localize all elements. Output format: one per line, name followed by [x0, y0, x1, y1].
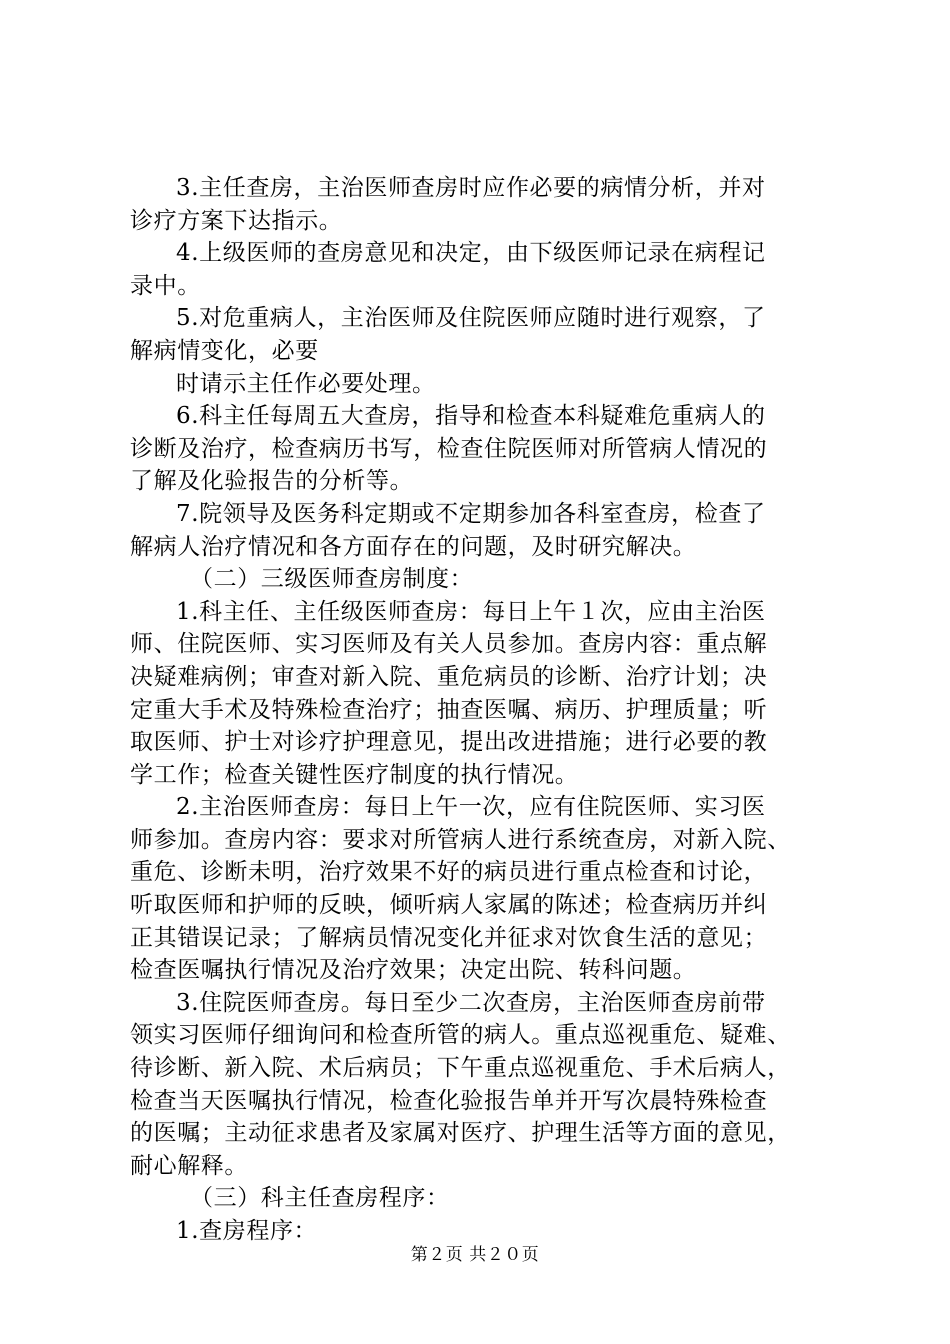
text-line: 耐心解释。: [130, 1152, 248, 1179]
text-line: 正其错误记录；了解病员情况变化并征求对饮食生活的意见；: [130, 924, 768, 951]
text-line: 1.查房程序：: [176, 1218, 318, 1244]
text-line: 检查当天医嘱执行情况，检查化验报告单并开写次晨特殊检查: [130, 1087, 768, 1114]
text-line: 检查医嘱执行情况及治疗效果；决定出院、转科问题。: [130, 957, 697, 984]
document-body: [130, 172, 830, 1248]
text-line: 诊断及治疗，检查病历书写，检查住院医师对所管病人情况的: [130, 435, 768, 462]
text-line: 4.上级医师的查房意见和决定，由下级医师记录在病程记: [176, 240, 766, 267]
text-line: 取医师、护士对诊疗护理意见，提出改进措施；进行必要的教: [130, 729, 768, 756]
text-line: 录中。: [130, 272, 201, 299]
text-line: 师、住院医师、实习医师及有关人员参加。查房内容：重点解: [130, 631, 768, 658]
text-line: 学工作；检查关键性医疗制度的执行情况。: [130, 761, 579, 788]
page-footer: 第２页 共２０页: [410, 1245, 540, 1265]
text-line: 决疑难病例；审查对新入院、重危病员的诊断、治疗计划；决: [130, 663, 768, 690]
text-line: 诊疗方案下达指示。: [130, 207, 343, 234]
text-line: 1.科主任、主任级医师查房：每日上午１次，应由主治医: [176, 598, 766, 625]
text-line: 7.院领导及医务科定期或不定期参加各科室查房，检查了: [176, 500, 766, 527]
text-line: 3.主任查房，主治医师查房时应作必要的病情分析，并对: [176, 175, 766, 201]
text-line: 重危、诊断未明，治疗效果不好的病员进行重点检查和讨论，: [130, 859, 768, 886]
text-line: 的医嘱；主动征求患者及家属对医疗、护理生活等方面的意见，: [130, 1120, 791, 1147]
text-line: 待诊断、新入院、术后病员；下午重点巡视重危、手术后病人，: [130, 1055, 791, 1082]
text-line: 时请示主任作必要处理。: [176, 370, 436, 397]
text-line: 解病人治疗情况和各方面存在的问题，及时研究解决。: [130, 533, 697, 560]
text-line: 听取医师和护师的反映，倾听病人家属的陈述；检查病历并纠: [130, 892, 768, 919]
text-line: 领实习医师仔细询问和检查所管的病人。重点巡视重危、疑难、: [130, 1022, 791, 1049]
text-line: 定重大手术及特殊检查治疗；抽查医嘱、病历、护理质量；听: [130, 696, 768, 723]
text-line: 5.对危重病人，主治医师及住院医师应随时进行观察，了: [176, 305, 766, 332]
text-line: 6.科主任每周五大查房，指导和检查本科疑难危重病人的: [176, 403, 766, 430]
text-line: 师参加。查房内容：要求对所管病人进行系统查房，对新入院、: [130, 826, 791, 853]
text-line: 解病情变化，必要: [130, 337, 319, 364]
text-line: 3.住院医师查房。每日至少二次查房，主治医师查房前带: [176, 989, 766, 1016]
text-line: （三）科主任查房程序：: [190, 1185, 450, 1212]
text-line: 2.主治医师查房：每日上午一次，应有住院医师、实习医: [176, 794, 766, 821]
text-line: （二）三级医师查房制度：: [190, 566, 474, 593]
text-line: 了解及化验报告的分析等。: [130, 468, 414, 495]
